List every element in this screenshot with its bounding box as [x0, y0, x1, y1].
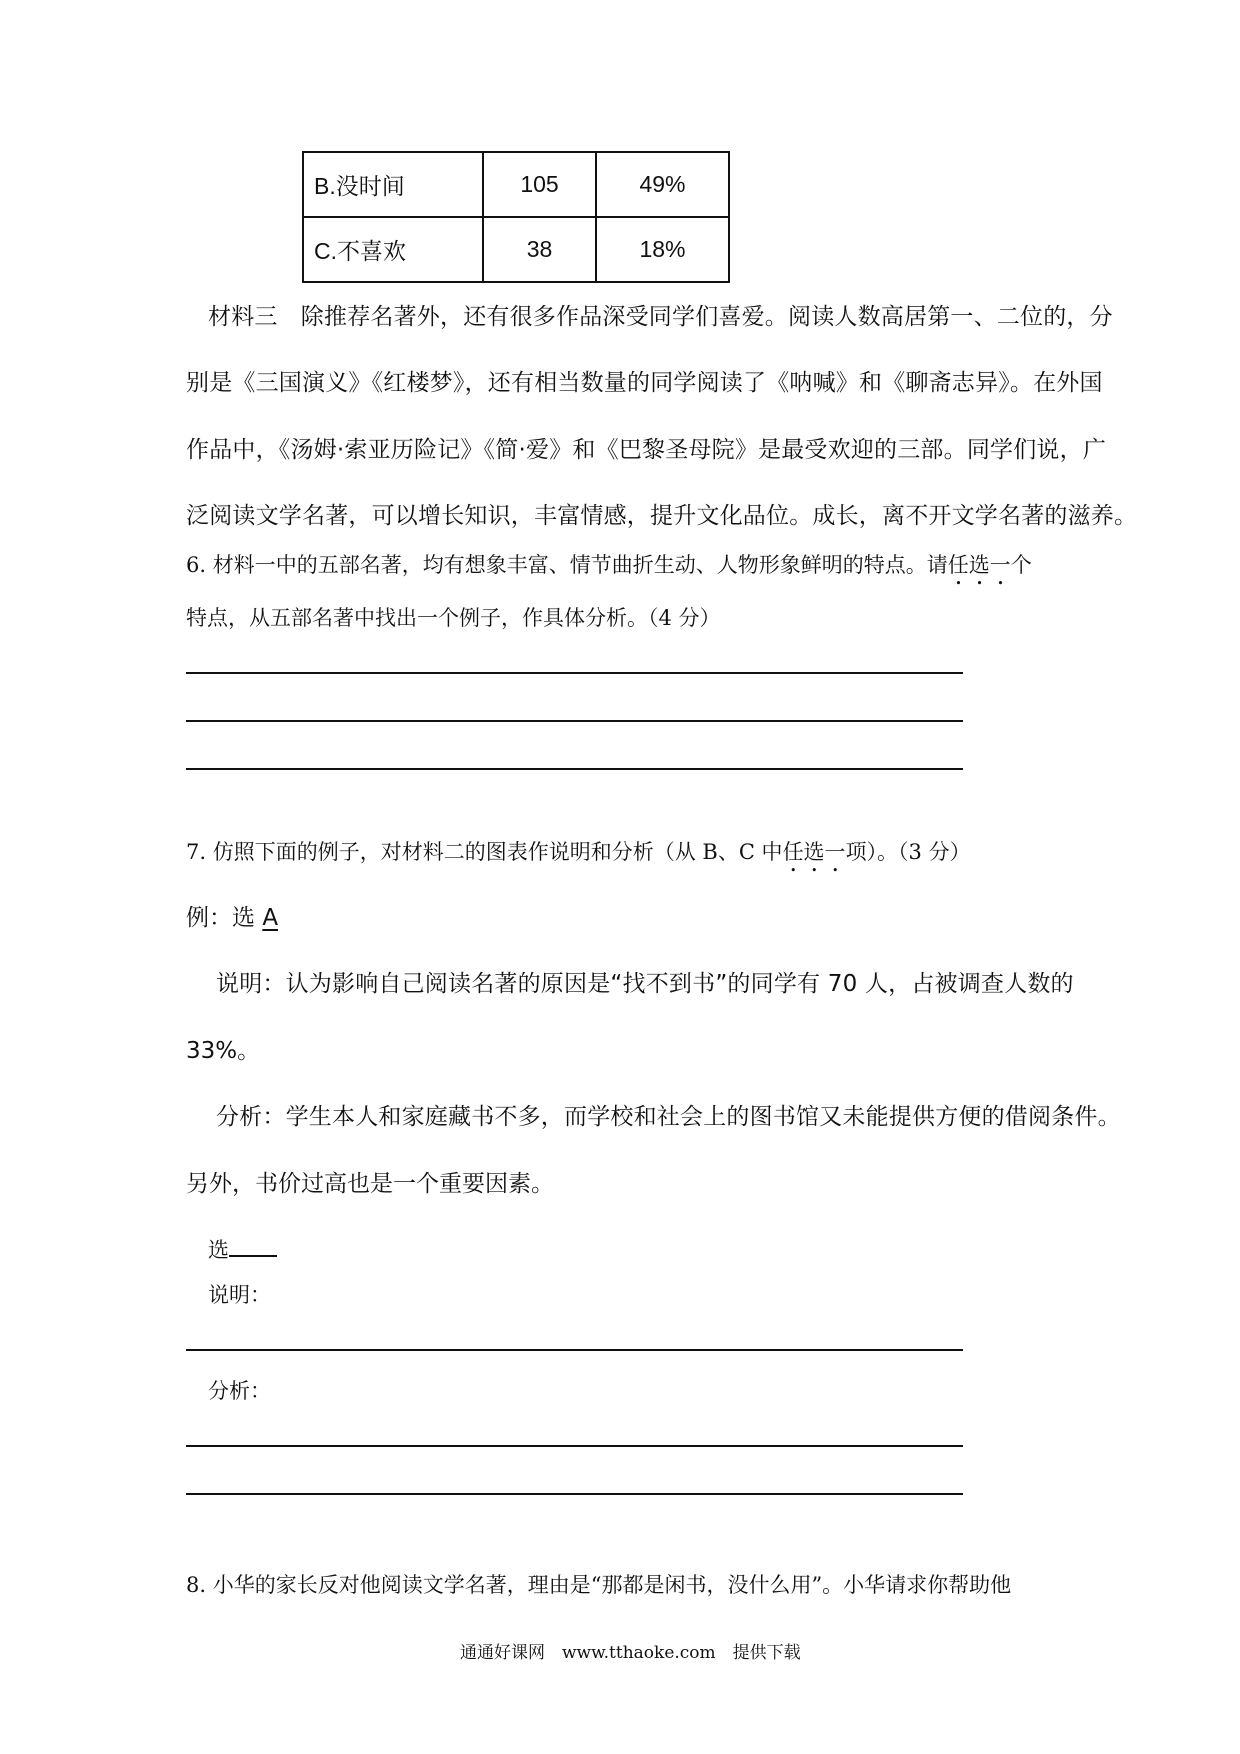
- material3-line-2: 别是《三国演义》《红楼梦》，还有相当数量的同学阅读了《呐喊》和《聊斋志异》。在外国: [186, 370, 1103, 396]
- example-explain-line-2: 33%。: [186, 1038, 261, 1064]
- question-6-line-1: [186, 550, 1032, 590]
- count-cell: 105: [483, 152, 596, 217]
- answer-line[interactable]: [186, 1349, 963, 1351]
- table-row: [303, 217, 729, 282]
- material3-line-3: 作品中，《汤姆·索亚历险记》《简·爱》和《巴黎圣母院》是最受欢迎的三部。同学们说，广: [186, 437, 1107, 463]
- emphasis-text: 任选一: [782, 840, 846, 864]
- question-7-line: [186, 837, 971, 877]
- option-cell: B.没时间: [303, 152, 483, 217]
- example-line: [186, 903, 278, 933]
- answer-line[interactable]: [186, 720, 963, 722]
- explain-label: 说明：: [208, 1283, 271, 1307]
- question-7-text-end: 项）。（3 分）: [845, 840, 971, 864]
- example-choice: A: [262, 905, 279, 931]
- emphasis-text: 任选一: [947, 553, 1011, 577]
- material3-line-1: 材料三 除推荐名著外，还有很多作品深受同学们喜爱。阅读人数高居第一、二位的，分: [208, 304, 1113, 330]
- count-cell: 38: [483, 217, 596, 282]
- choose-blank[interactable]: [229, 1233, 277, 1257]
- question-6-line-2: 特点，从五部名著中找出一个例子，作具体分析。（4 分）: [186, 606, 721, 630]
- question-7-text: 7. 仿照下面的例子，对材料二的图表作说明和分析（从 B、C 中: [186, 840, 783, 864]
- footer-text: 通通好课网 www.tthaoke.com 提供下载: [460, 1643, 801, 1663]
- answer-line[interactable]: [186, 1493, 963, 1495]
- example-analysis-line-1: 分析：学生本人和家庭藏书不多，而学校和社会上的图书馆又未能提供方便的借阅条件。: [216, 1104, 1121, 1130]
- table-row: [303, 152, 729, 217]
- choose-line: [208, 1233, 277, 1265]
- example-analysis-line-2: 另外，书价过高也是一个重要因素。: [186, 1171, 554, 1197]
- survey-table: [302, 151, 730, 283]
- question-6-text-end: 个: [1010, 553, 1032, 577]
- question-8-line-1: 8. 小华的家长反对他阅读文学名著，理由是“那都是闲书，没什么用”。小华请求你帮助他: [186, 1573, 1012, 1597]
- example-explain-line-1: 说明：认为影响自己阅读名著的原因是“找不到书”的同学有 70 人，占被调查人数的: [216, 971, 1074, 997]
- answer-line[interactable]: [186, 768, 963, 770]
- percent-cell: 49%: [596, 152, 729, 217]
- analysis-label: 分析：: [208, 1379, 271, 1403]
- percent-cell: 18%: [596, 217, 729, 282]
- answer-line[interactable]: [186, 1445, 963, 1447]
- question-6-text: 6. 材料一中的五部名著，均有想象丰富、情节曲折生动、人物形象鲜明的特点。请: [186, 553, 948, 577]
- material3-line-4: 泛阅读文学名著，可以增长知识，丰富情感，提升文化品位。成长，离不开文学名著的滋养。: [186, 503, 1138, 529]
- choose-label: 选: [208, 1238, 229, 1262]
- answer-line[interactable]: [186, 672, 963, 674]
- option-cell: C.不喜欢: [303, 217, 483, 282]
- example-label: 例：选: [186, 905, 263, 931]
